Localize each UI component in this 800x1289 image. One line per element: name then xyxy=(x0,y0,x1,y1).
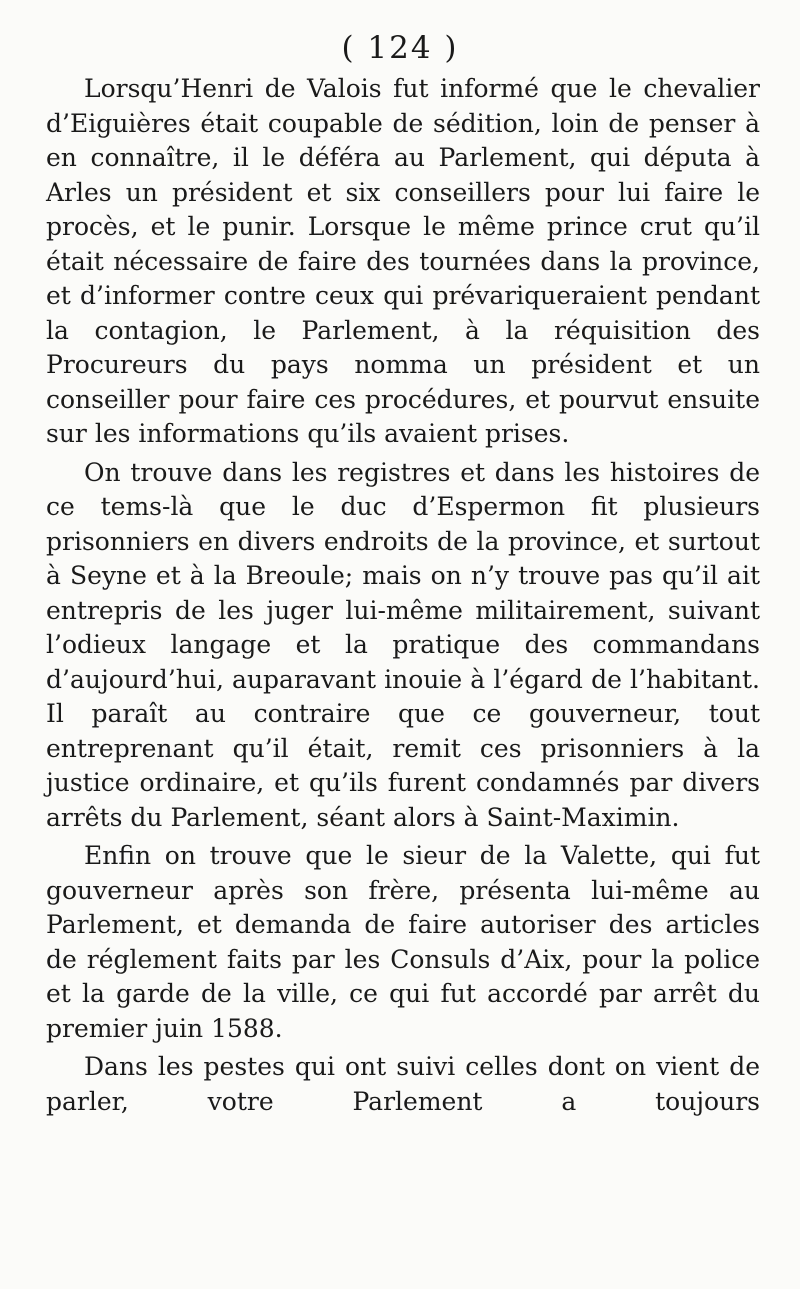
page-number: ( 124 ) xyxy=(341,30,459,66)
paragraph-henri-de-valois: Lorsqu’Henri de Valois fut informé que le chevalier d’Eiguières était coupable de sédition, loin de penser à en connaître, il le déféra au Parlement, qui députa à Arles un président et six conseillers pour lui faire le procès, et le punir. Lorsque le même prince crut qu’il était nécessaire de faire des tournées dans la province, et d’informer contre ceux qui prévariqueraient pendant la contagion, le Parlement, à la réquisition des Procureurs du pays nomma un président et un conseiller pour faire ces procédures, et pourvut ensuite sur les informations qu’ils avaient prises. xyxy=(46,74,760,448)
paragraph-pestes: Dans les pestes qui ont suivi celles dont on vient de parler, votre Parlement a toujours xyxy=(46,1052,760,1116)
body-text xyxy=(46,72,760,1119)
paragraph-duc-d-espermon: On trouve dans les registres et dans les histoires de ce tems-là que le duc d’Espermon fit plusieurs prisonniers en divers endroits de la province, et surtout à Seyne et à la Breoule; mais on n’y trouve pas qu’il ait entrepris de les juger lui-même militairement, suivant l’odieux langage et la pratique des commandans d’aujourd’hui, auparavant inouie à l’égard de l’habitant. Il paraît au contraire que ce gouverneur, tout entreprenant qu’il était, remit ces prisonniers à la justice ordinaire, et qu’ils furent condamnés par divers arrêts du Parlement, séant alors à Saint-Maximin. xyxy=(46,457,760,832)
paragraph-sieur-de-la-valette: Enfin on trouve que le sieur de la Valette, qui fut gouverneur après son frère, présenta lui-même au Parlement, et demanda de faire autoriser des articles de réglement faits par les Consuls d’Aix, pour la police et la garde de la ville, ce qui fut accordé par arrêt du premier juin 1588. xyxy=(46,841,760,1043)
